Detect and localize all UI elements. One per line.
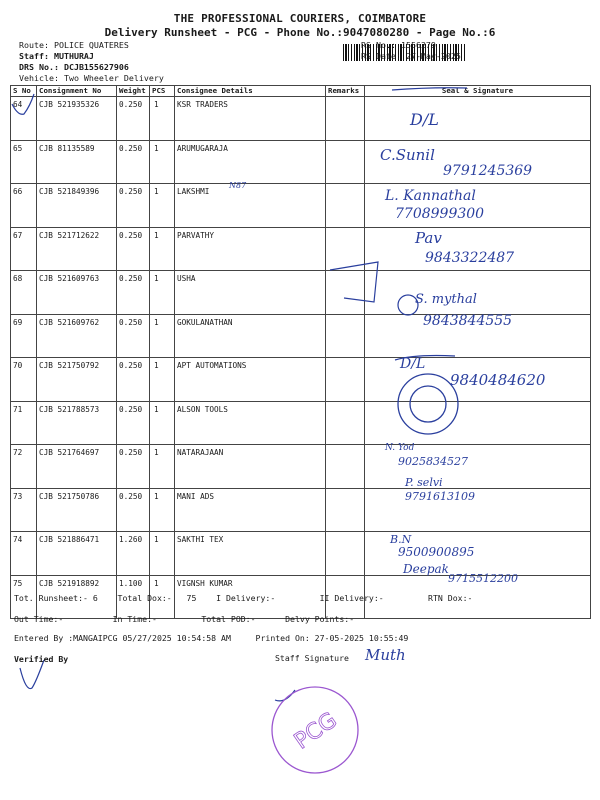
row-consignment-no: CJB 521788573 (37, 401, 117, 445)
entered-by-line: Entered By :MANGAIPCG 05/27/2025 10:54:58 AM Printed On: 27-05-2025 10:55:49 (14, 633, 409, 643)
row-consignee: ALSON TOOLS (175, 401, 326, 445)
row-consignee: ARUMUGARAJA (175, 140, 326, 184)
sig-65-phone: 9791245369 (443, 163, 533, 179)
pcg-stamp-icon (272, 687, 358, 773)
sig-69-phone: 9843844555 (423, 313, 513, 329)
row-weight: 0.250 (117, 358, 150, 402)
row-consignment-no: CJB 521849396 (37, 184, 117, 228)
row-weight: 0.250 (117, 184, 150, 228)
pcg-stamp-text: PCG (289, 707, 342, 755)
row-pcs: 1 (150, 97, 175, 141)
row-consignee: USHA (175, 271, 326, 315)
row-consignment-no: CJB 521750786 (37, 488, 117, 532)
row-consignee: SAKTHI TEX (175, 532, 326, 576)
sig-70-phone: 9840484620 (450, 371, 546, 389)
row-pcs: 1 (150, 401, 175, 445)
rs-number: RS No.: 1556279 (361, 40, 436, 50)
sig-69-name: S. mythal (415, 292, 477, 307)
row-pcs: 1 (150, 227, 175, 271)
row-pcs: 1 (150, 314, 175, 358)
row-consignee: APT AUTOMATIONS (175, 358, 326, 402)
runsheet-subtitle: Delivery Runsheet - PCG - Phone No.:9047080280 - Page No.:6 (104, 26, 496, 39)
sig-66-phone: 7708999300 (395, 206, 485, 222)
row-sno: 64 (11, 97, 37, 141)
sig-72-name: N. Yod (385, 443, 415, 453)
row-consignment-no: CJB 521886471 (37, 532, 117, 576)
row-sno: 68 (11, 271, 37, 315)
row-pcs: 1 (150, 488, 175, 532)
sig-73-phone: 9791613109 (405, 490, 475, 503)
row-consignment-no: CJB 521609762 (37, 314, 117, 358)
row-sno: 66 (11, 184, 37, 228)
col-header-weight: Weight (117, 86, 150, 97)
sig-65-name: C.Sunil (380, 146, 435, 164)
row-pcs: 1 (150, 271, 175, 315)
row-consignment-no: CJB 521750792 (37, 358, 117, 402)
row-weight: 0.250 (117, 401, 150, 445)
rs-date: RS Date: 27-May-2025 (361, 51, 461, 61)
row-consignee: MANI ADS (175, 488, 326, 532)
sig-75-phone: 9715512200 (448, 572, 518, 585)
col-header-remarks: Remarks (326, 86, 365, 97)
row-weight: 1.260 (117, 532, 150, 576)
totals-line: Tot. Runsheet:- 6 Total Dox:- 75 I Delivery:- II Delivery:- RTN Dox:- (14, 593, 473, 603)
row-sno: 72 (11, 445, 37, 489)
sig-73-name: P. selvi (405, 476, 443, 489)
row-sno: 65 (11, 140, 37, 184)
sig-64-mark: D/L (410, 110, 439, 129)
sig-74-name: B.N (390, 533, 412, 546)
row-sno: 71 (11, 401, 37, 445)
company-title: THE PROFESSIONAL COURIERS, COIMBATORE (173, 12, 427, 25)
row-weight: 0.250 (117, 445, 150, 489)
col-header-consignment: Consignment No (37, 86, 117, 97)
col-header-seal-signature: Seal & Signature (365, 86, 591, 97)
tick-mark-icon (20, 660, 44, 689)
row-consignment-no: CJB 521609763 (37, 271, 117, 315)
drs-number: DRS No.: DCJB155627906 (19, 62, 129, 72)
staff-label: Staff: MUTHURAJ (19, 51, 94, 61)
vehicle-label: Vehicle: Two Wheeler Delivery (19, 73, 164, 83)
sig-66-name: L. Kannathal (385, 188, 476, 204)
row-consignment-no: CJB 81135589 (37, 140, 117, 184)
row-pcs: 1 (150, 140, 175, 184)
row-weight: 0.250 (117, 227, 150, 271)
row-consignee: PARVATHY (175, 227, 326, 271)
company-seal-icon (398, 374, 458, 434)
row-consignment-no: CJB 521764697 (37, 445, 117, 489)
row-sno: 74 (11, 532, 37, 576)
row-sno: 70 (11, 358, 37, 402)
row-weight: 0.250 (117, 97, 150, 141)
sig-67-name: Pav (415, 229, 442, 247)
col-header-pcs: PCS (150, 86, 175, 97)
sig-74-phone: 9500900895 (398, 545, 475, 559)
row-consignment-no: CJB 521918892 (37, 575, 117, 619)
row-pcs: 1 (150, 445, 175, 489)
row-pcs: 1 (150, 532, 175, 576)
sig-67-phone: 9843322487 (425, 250, 515, 266)
row-consignee: NATARAJAAN (175, 445, 326, 489)
verified-by-label: Verified By (14, 654, 69, 664)
col-header-consignee: Consignee Details (175, 86, 326, 97)
row-pcs: 1 (150, 575, 175, 619)
row-sno: 67 (11, 227, 37, 271)
row-consignment-no: CJB 521935326 (37, 97, 117, 141)
row-consignee: VIGNSH KUMAR (175, 575, 326, 619)
lakshmi-note: N87 (229, 181, 247, 190)
tick-mark-icon (12, 94, 34, 114)
row-consignee: LAKSHMI (175, 184, 326, 228)
row-sno: 73 (11, 488, 37, 532)
row-weight: 1.100 (117, 575, 150, 619)
sig-75-name: Deepak (403, 562, 449, 576)
row-weight: 0.250 (117, 271, 150, 315)
row-consignment-no: CJB 521712622 (37, 227, 117, 271)
row-weight: 0.250 (117, 314, 150, 358)
sig-70-mark: D/L (400, 356, 426, 372)
underline-icon (392, 88, 467, 90)
staff-signature-label: Staff Signature (275, 653, 349, 663)
times-line: Out Time:- In Time:- Total POD:- Delvy Points:- (14, 614, 355, 624)
row-pcs: 1 (150, 358, 175, 402)
row-consignee: KSR TRADERS (175, 97, 326, 141)
col-header-sno: S No (11, 86, 37, 97)
row-pcs: 1 (150, 184, 175, 228)
row-weight: 0.250 (117, 488, 150, 532)
row-consignee: GOKULANATHAN (175, 314, 326, 358)
staff-signature-hw: Muth (365, 646, 406, 664)
row-sno: 75 (11, 575, 37, 619)
row-weight: 0.250 (117, 140, 150, 184)
row-sno: 69 (11, 314, 37, 358)
sig-72-phone: 9025834527 (398, 455, 468, 468)
tick-mark-icon (330, 262, 378, 302)
route-label: Route: POLICE QUATERES (19, 40, 129, 50)
